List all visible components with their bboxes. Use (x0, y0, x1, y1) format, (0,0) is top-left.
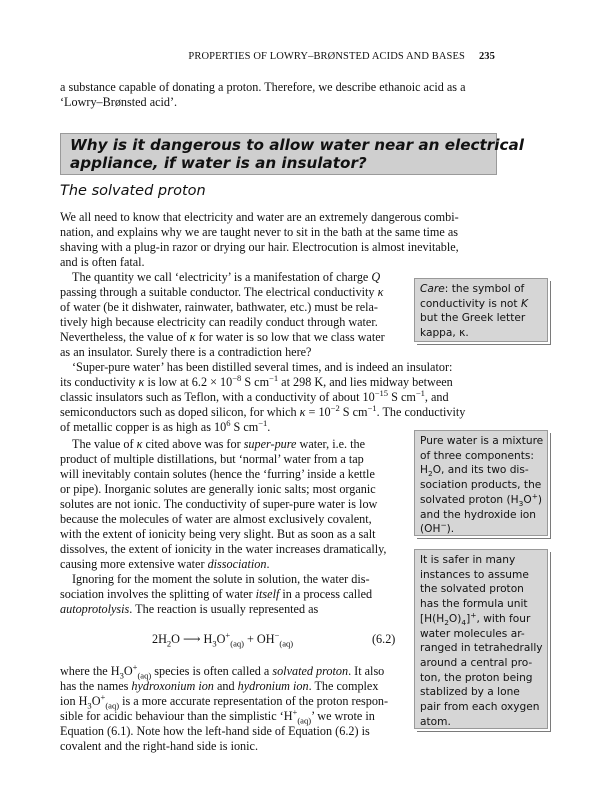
para5-line: sociation involves the splitting of water itself in a process called (60, 587, 373, 601)
margin-note-solvated-proton-formula: It is safer in many instances to assume the solvated proton has the formula unit $[H(H_2O)_4]^+$, with four water molecules ar- ranged in tetrahedrally around a central pro- ton, the proton being stablized by a lone pair from each oxygen atom. (414, 549, 548, 729)
para4-line: because the molecules of water are almost exclusively covalent, (60, 512, 372, 526)
para3-line: semiconductors such as doped silicon, for which $\kappa = 10^{-2}$ S $cm^{-1}$. The conductivity (60, 402, 466, 419)
section-question-box (60, 133, 524, 175)
para6-line: covalent and the right-hand side is ionic. (60, 739, 258, 753)
running-head (60, 51, 495, 62)
para6-line: has the names hydroxonium ion and hydronium ion. The complex (60, 679, 379, 693)
equation-number: (6.2) (372, 632, 396, 646)
equation: $2H_2O$ ⟶ $H_3O^+_{(aq)} + OH^-_{(aq)}$ (152, 629, 294, 649)
para5-line: Ignoring for the moment the solute in solution, the water dis- (72, 572, 370, 586)
para2-line: passing through a suitable conductor. The electrical conductivity κ (60, 285, 384, 299)
para6-line: ion $H_3O^+_{(aq)}$ is a more accurate representation of the proton respon- (60, 691, 389, 711)
margin-note-conductivity-symbol: Care: the symbol of conductivity is not K but the Greek letter kappa, κ. (414, 278, 548, 342)
para4-line: solutes are not ionic. The conductivity of super-pure water is low (60, 497, 378, 511)
para1-line: and is often fatal. (60, 255, 145, 269)
para4-line: with the extent of ionicity being very slight. But as soon as a salt (60, 527, 376, 541)
para5-line: autoprotolysis. The reaction is usually represented as (60, 602, 319, 616)
para4-line: will inevitably contain solutes (hence the ‘furring’ inside a kettle (60, 467, 375, 481)
intro-line-2: ‘Lowry–Brønsted acid’. (60, 95, 178, 109)
para3-line: its conductivity κ is low at $6.2 \times 10^{-8}$ S $cm^{-1}$ at 298 K, and lies midway between (60, 372, 453, 389)
para6-line: where the $H_3O^+_{(aq)}$ species is often called a solvated proton. It also (60, 661, 385, 681)
page-number: 235 (478, 51, 495, 62)
para1-line: nation, and explains why we are taught never to sit in the bath at the same time as (60, 225, 459, 239)
section-question-line-1: Why is it dangerous to allow water near an electrical (70, 136, 524, 154)
para6-line: Equation (6.1). Note how the left-hand side of Equation (6.2) is (60, 724, 370, 738)
para1-line: We all need to know that electricity and water are an extremely dangerous combi- (60, 210, 459, 224)
para3-line: ‘Super-pure water’ has been distilled several times, and is indeed an insulator: (72, 360, 453, 374)
para2-line: tively high because electricity can readily conduct through water. (60, 315, 378, 329)
para4-line: product of multiple distillations, but ‘normal’ water from a tap (60, 452, 364, 466)
para2-line: Nevertheless, the value of κ for water is so low that we class water (60, 330, 385, 344)
para2-line: The quantity we call ‘electricity’ is a manifestation of charge Q (72, 270, 381, 284)
para1-line: shaving with a plug-in razor or drying our hair. Electrocution is almost inevitable, (60, 240, 459, 254)
running-head-title: PROPERTIES OF LOWRY–BRØNSTED ACIDS AND BASES (188, 51, 465, 62)
intro-line-1: a substance capable of donating a proton. Therefore, we describe ethanoic acid as a (60, 80, 466, 94)
para4-line: causing more extensive water dissociation. (60, 557, 270, 571)
subheading: The solvated proton (60, 183, 206, 199)
para2-line: as an insulator. Surely there is a contradiction here? (60, 345, 312, 359)
para4-line: dissolves, the extent of ionicity in the water increases dramatically, (60, 542, 387, 556)
section-question-line-2: appliance, if water is an insulator? (70, 154, 367, 172)
margin-note-pure-water: Pure water is a mixture of three components: $H_2O$, and its two dis- sociation products, the solvated proton $(H_3O^+)$ and the hydroxide ion (OH−). (414, 430, 548, 536)
para2-line: of water (be it dishwater, rainwater, bathwater, etc.) must be rela- (60, 300, 378, 314)
para4-line: or pipe). Inorganic solutes are generally ionic salts; most organic (60, 482, 376, 496)
para4-line: The value of κ cited above was for super-pure water, i.e. the (72, 437, 366, 451)
para6-line: sible for acidic behaviour than the simplistic ‘$H^+_{(aq)}$’ we wrote in (60, 706, 375, 726)
para3-line: classic insulators such as Teflon, with a conductivity of about $10^{-15}$ S $cm^{-1}$, and (60, 387, 449, 404)
para3-line: of metallic copper is as high as $10^6$ S $cm^{-1}$. (60, 417, 271, 434)
